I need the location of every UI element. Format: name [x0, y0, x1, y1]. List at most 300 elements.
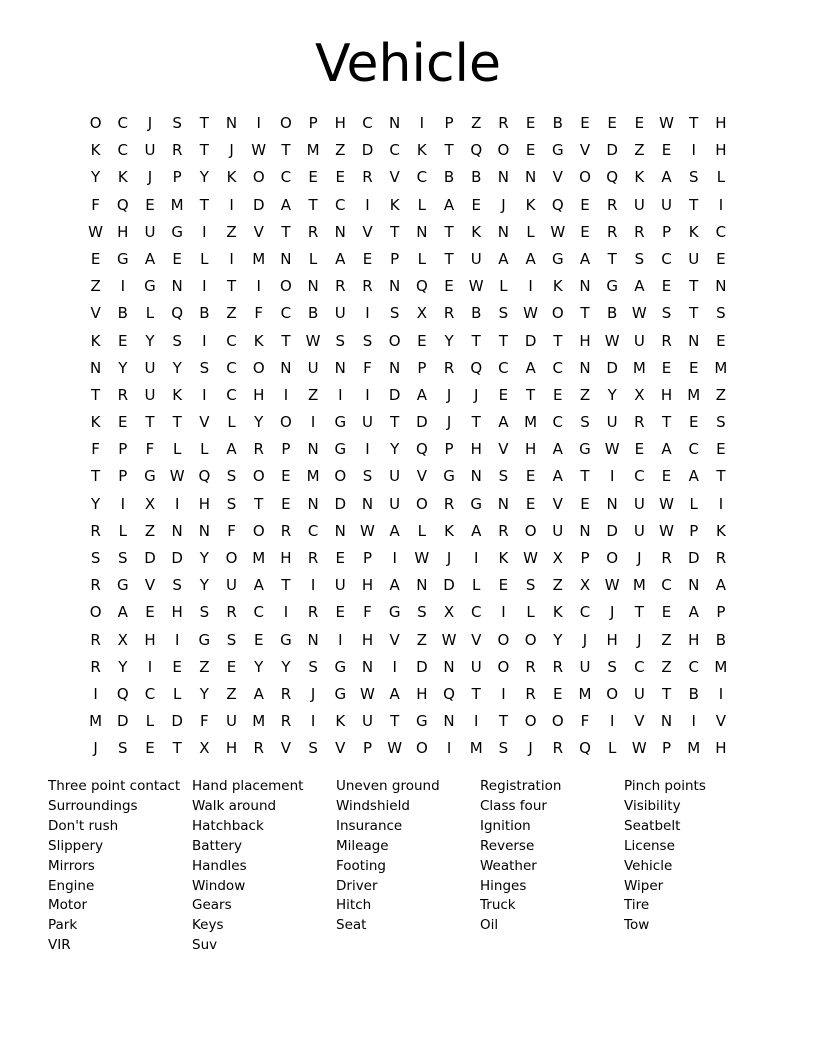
grid-cell: O — [579, 168, 591, 187]
grid-cell: N — [389, 358, 401, 377]
grid-cell: R — [661, 331, 672, 350]
grid-cell: R — [443, 358, 455, 377]
grid-cell: S — [118, 549, 128, 567]
grid-cell: T — [254, 494, 264, 513]
grid-cell: W — [604, 331, 620, 350]
grid-cell: E — [525, 141, 536, 160]
grid-cell: E — [661, 141, 672, 160]
grid-cell: I — [202, 385, 207, 404]
grid-cell: H — [171, 603, 183, 622]
grid-cell: N — [497, 168, 510, 187]
grid-cell: L — [200, 249, 209, 268]
word-list — [48, 777, 768, 956]
grid-cell: B — [607, 304, 618, 323]
grid-cell: V — [389, 630, 400, 649]
grid-cell: J — [446, 413, 452, 432]
grid-cell: O — [334, 467, 347, 486]
grid-cell: K — [90, 141, 101, 160]
word-item: Hitch — [336, 897, 372, 914]
grid-cell: T — [471, 331, 481, 350]
grid-cell: A — [416, 385, 427, 404]
puzzle-title: Vehicle — [315, 34, 501, 94]
grid-cell: R — [525, 657, 536, 676]
grid-cell: P — [362, 549, 372, 567]
grid-cell: O — [252, 467, 265, 486]
grid-cell: E — [607, 114, 617, 132]
grid-cell: Q — [551, 195, 564, 214]
word-item: Uneven ground — [336, 778, 440, 794]
grid-cell: I — [718, 195, 724, 214]
grid-cell: V — [335, 739, 346, 758]
grid-cell: T — [689, 114, 699, 132]
grid-cell: C — [498, 358, 509, 377]
grid-row — [82, 355, 738, 382]
grid-cell: Q — [171, 304, 184, 323]
word-item: Mirrors — [48, 857, 95, 874]
grid-cell: E — [661, 603, 672, 622]
grid-cell: D — [144, 549, 156, 567]
grid-cell: Y — [199, 549, 209, 567]
grid-cell: B — [471, 304, 482, 323]
grid-cell: U — [688, 249, 700, 268]
grid-cell: W — [468, 277, 484, 296]
grid-cell: D — [416, 657, 428, 676]
grid-cell: F — [227, 521, 236, 540]
grid-cell: Q — [198, 467, 211, 486]
grid-cell: S — [308, 657, 318, 676]
grid-cell: H — [361, 630, 374, 649]
grid-cell: Z — [471, 114, 482, 132]
grid-cell: H — [579, 331, 591, 350]
word-column — [192, 777, 336, 956]
grid-cell: E — [580, 222, 590, 241]
grid-cell: L — [227, 413, 236, 432]
grid-cell: K — [416, 141, 427, 160]
word-item: Park — [48, 917, 78, 934]
grid-cell: A — [579, 249, 591, 268]
grid-cell: L — [689, 494, 698, 513]
grid-cell: G — [116, 576, 129, 595]
word-column — [48, 777, 192, 956]
grid-cell: E — [634, 440, 645, 459]
grid-cell: L — [417, 521, 427, 540]
grid-cell: U — [633, 494, 645, 513]
grid-cell: Z — [144, 521, 156, 540]
grid-cell: T — [580, 304, 590, 323]
grid-cell: S — [716, 304, 726, 323]
grid-cell: M — [687, 739, 701, 758]
grid-cell: D — [361, 141, 374, 160]
grid-cell: N — [361, 657, 374, 676]
grid-cell: E — [688, 358, 699, 377]
grid-cell: X — [579, 576, 591, 595]
grid-cell: W — [523, 549, 539, 567]
grid-row — [82, 627, 738, 654]
grid-cell: R — [307, 222, 319, 241]
grid-cell: V — [552, 494, 563, 513]
grid-cell: U — [579, 657, 591, 676]
grid-cell: C — [470, 603, 482, 622]
grid-cell: E — [417, 331, 427, 350]
grid-cell: I — [202, 277, 207, 296]
grid-cell: N — [579, 521, 591, 540]
grid-cell: T — [716, 467, 726, 486]
grid-cell: R — [280, 521, 292, 540]
grid-cell: X — [416, 304, 427, 323]
grid-cell: T — [689, 304, 699, 323]
grid-cell: Y — [91, 494, 101, 513]
grid-cell: A — [715, 576, 727, 595]
grid-cell: I — [338, 385, 343, 404]
grid-cell: G — [171, 222, 183, 241]
grid-cell: I — [202, 331, 207, 350]
grid-cell: U — [307, 358, 319, 377]
grid-cell: F — [200, 712, 209, 731]
grid-cell: Z — [335, 141, 346, 160]
grid-cell: K — [525, 195, 536, 214]
grid-cell: L — [308, 249, 318, 268]
grid-row — [82, 599, 738, 626]
grid-cell: R — [307, 549, 319, 567]
grid-cell: Q — [579, 739, 591, 758]
grid-cell: A — [552, 440, 563, 459]
grid-cell: O — [497, 630, 510, 649]
grid-row — [82, 219, 738, 246]
grid-cell: W — [441, 630, 457, 649]
grid-cell: Y — [118, 657, 128, 676]
grid-cell: R — [90, 576, 101, 595]
grid-cell: W — [631, 739, 647, 758]
grid-cell: L — [172, 684, 182, 703]
word-item: Pinch points — [624, 778, 706, 794]
word-item: VIR — [48, 937, 71, 954]
grid-cell: C — [117, 141, 129, 160]
grid-cell: K — [688, 222, 699, 241]
grid-cell: O — [524, 712, 537, 731]
word-item: Motor — [48, 897, 88, 914]
grid-cell: I — [147, 657, 153, 676]
grid-cell: V — [552, 168, 563, 187]
grid-cell: C — [226, 385, 237, 404]
grid-cell: T — [553, 331, 563, 350]
grid-cell: C — [661, 576, 672, 595]
grid-cell: H — [715, 114, 727, 132]
grid-cell: E — [172, 657, 182, 676]
grid-cell: R — [634, 413, 645, 432]
grid-cell: C — [335, 195, 346, 214]
grid-cell: G — [144, 467, 156, 486]
grid-cell: Z — [661, 630, 672, 649]
grid-cell: G — [334, 440, 347, 459]
grid-cell: E — [335, 603, 346, 622]
grid-cell: M — [89, 712, 103, 731]
grid-cell: N — [334, 358, 346, 377]
grid-cell: E — [661, 467, 672, 486]
grid-cell: J — [147, 168, 153, 187]
grid-cell: U — [361, 413, 373, 432]
grid-cell: N — [307, 630, 319, 649]
grid-row — [82, 164, 738, 191]
grid-cell: X — [634, 385, 645, 404]
grid-cell: R — [90, 657, 101, 676]
grid-cell: H — [470, 440, 482, 459]
grid-cell: V — [199, 413, 210, 432]
grid-cell: C — [579, 603, 591, 622]
grid-cell: L — [118, 521, 127, 540]
grid-cell: I — [365, 304, 370, 323]
grid-cell: N — [524, 168, 537, 187]
grid-cell: M — [252, 549, 266, 567]
grid-cell: J — [229, 141, 234, 160]
grid-cell: O — [252, 521, 265, 540]
grid-cell: I — [365, 440, 370, 459]
word-item: Engine — [48, 877, 95, 894]
grid-cell: N — [443, 712, 455, 731]
grid-cell: J — [446, 549, 452, 567]
word-item: Insurance — [336, 817, 403, 834]
grid-cell: E — [716, 249, 726, 268]
grid-cell: U — [334, 304, 346, 323]
grid-cell: Y — [281, 657, 291, 676]
grid-cell: K — [389, 195, 400, 214]
grid-cell: S — [335, 331, 346, 350]
grid-cell: I — [446, 739, 452, 758]
grid-cell: R — [335, 277, 346, 296]
grid-cell: R — [525, 684, 536, 703]
grid-cell: W — [88, 222, 104, 241]
grid-cell: T — [661, 413, 672, 432]
grid-cell: W — [523, 304, 539, 323]
grid-cell: Z — [199, 657, 210, 676]
grid-cell: T — [607, 249, 617, 268]
grid-cell: E — [634, 114, 645, 132]
grid-cell: U — [144, 141, 156, 160]
grid-cell: H — [117, 222, 129, 241]
grid-cell: A — [253, 576, 264, 595]
grid-cell: H — [660, 385, 673, 404]
grid-cell: I — [283, 385, 289, 404]
grid-cell: N — [89, 358, 102, 377]
grid-cell: J — [446, 385, 452, 404]
grid-cell: O — [225, 549, 238, 567]
grid-cell: F — [580, 712, 590, 731]
grid-cell: P — [172, 168, 182, 187]
grid-cell: F — [91, 440, 100, 459]
grid-cell: D — [606, 141, 618, 160]
grid-cell: W — [360, 521, 375, 540]
grid-cell: G — [334, 413, 347, 432]
grid-cell: A — [688, 467, 699, 486]
grid-row — [82, 382, 738, 409]
word-item: Battery — [192, 837, 242, 854]
grid-cell: P — [118, 467, 128, 486]
grid-cell: J — [501, 195, 506, 214]
grid-row — [82, 708, 738, 735]
grid-cell: K — [498, 549, 509, 567]
grid-cell: J — [528, 739, 533, 758]
grid-cell: K — [253, 331, 264, 350]
grid-cell: P — [308, 114, 318, 132]
grid-cell: A — [253, 684, 264, 703]
grid-cell: B — [715, 630, 727, 649]
word-item: Ignition — [480, 817, 531, 834]
grid-cell: U — [661, 195, 673, 214]
grid-row — [82, 518, 738, 545]
grid-cell: M — [170, 195, 184, 214]
grid-cell: E — [525, 114, 536, 132]
grid-cell: C — [552, 413, 564, 432]
grid-cell: I — [718, 684, 724, 703]
grid-cell: I — [392, 549, 397, 567]
grid-cell: G — [579, 440, 591, 459]
grid-cell: E — [444, 277, 454, 296]
grid-cell: E — [308, 168, 318, 187]
grid-cell: I — [174, 494, 180, 513]
grid-cell: D — [334, 494, 347, 513]
grid-cell: U — [470, 249, 482, 268]
grid-cell: V — [362, 222, 373, 241]
grid-cell: S — [389, 304, 400, 323]
grid-cell: N — [389, 114, 401, 132]
grid-cell: O — [497, 657, 510, 676]
grid-cell: D — [687, 549, 700, 567]
grid-cell: W — [659, 521, 674, 540]
grid-cell: T — [689, 277, 699, 296]
grid-cell: A — [389, 521, 400, 540]
grid-cell: R — [280, 684, 292, 703]
grid-cell: O — [606, 549, 619, 567]
grid-cell: B — [443, 168, 455, 187]
grid-cell: Y — [118, 358, 128, 377]
grid-cell: T — [471, 413, 481, 432]
grid-cell: G — [334, 657, 347, 676]
grid-cell: Q — [470, 358, 483, 377]
grid-cell: T — [172, 739, 182, 758]
grid-cell: M — [632, 358, 646, 377]
grid-cell: H — [715, 141, 727, 160]
grid-cell: G — [606, 277, 618, 296]
grid-cell: S — [199, 358, 210, 377]
grid-cell: I — [202, 222, 207, 241]
grid-cell: H — [198, 494, 210, 513]
grid-cell: R — [171, 141, 183, 160]
grid-cell: C — [715, 222, 727, 241]
grid-cell: E — [145, 739, 155, 758]
grid-cell: N — [715, 277, 727, 296]
grid-cell: N — [443, 657, 455, 676]
grid-cell: S — [226, 630, 237, 649]
grid-cell: I — [365, 385, 370, 404]
grid-cell: T — [444, 249, 454, 268]
grid-cell: S — [525, 576, 536, 595]
grid-cell: R — [552, 657, 563, 676]
grid-cell: Z — [226, 684, 237, 703]
grid-cell: N — [497, 494, 510, 513]
word-item: Tire — [624, 897, 650, 914]
word-item: Suv — [192, 937, 218, 954]
grid-cell: R — [634, 222, 645, 241]
grid-cell: H — [606, 630, 618, 649]
grid-cell: S — [118, 739, 128, 758]
word-item: Oil — [480, 917, 499, 934]
grid-cell: N — [416, 222, 428, 241]
grid-cell: I — [691, 141, 696, 160]
word-item: Wiper — [624, 877, 664, 894]
grid-cell: L — [172, 440, 182, 459]
grid-cell: N — [171, 521, 183, 540]
grid-cell: U — [633, 684, 645, 703]
grid-cell: D — [443, 576, 455, 595]
grid-cell: R — [606, 195, 618, 214]
grid-row — [82, 137, 738, 164]
grid-cell: T — [390, 413, 400, 432]
grid-cell: O — [252, 358, 265, 377]
grid-cell: M — [714, 358, 728, 377]
grid-cell: S — [498, 739, 509, 758]
grid-cell: R — [117, 385, 128, 404]
grid-cell: U — [633, 195, 645, 214]
grid-cell: N — [361, 494, 374, 513]
grid-cell: D — [416, 413, 428, 432]
grid-cell: K — [552, 277, 563, 296]
grid-cell: S — [172, 576, 182, 595]
grid-cell: R — [606, 222, 618, 241]
grid-cell: L — [526, 603, 535, 622]
grid-cell: U — [226, 712, 238, 731]
grid-cell: S — [716, 413, 726, 432]
grid-cell: L — [145, 712, 155, 731]
grid-cell: W — [360, 684, 375, 703]
grid-row — [82, 681, 738, 708]
word-item: Tow — [624, 917, 650, 934]
grid-cell: M — [687, 385, 701, 404]
grid-cell: O — [524, 630, 537, 649]
grid-cell: N — [307, 494, 319, 513]
grid-cell: I — [528, 277, 533, 296]
grid-cell: O — [280, 413, 292, 432]
grid-cell: E — [118, 331, 128, 350]
grid-cell: E — [580, 494, 590, 513]
grid-cell: N — [606, 494, 618, 513]
word-item: Hinges — [480, 877, 527, 894]
grid-cell: E — [90, 249, 101, 268]
grid-cell: U — [633, 521, 645, 540]
grid-cell: Q — [470, 141, 483, 160]
grid-cell: O — [252, 168, 265, 187]
grid-cell: M — [252, 712, 266, 731]
grid-cell: Q — [443, 684, 455, 703]
grid-cell: Z — [416, 630, 427, 649]
grid-cell: R — [90, 630, 101, 649]
grid-cell: A — [389, 576, 400, 595]
grid-cell: G — [470, 494, 483, 513]
word-item: Walk around — [192, 797, 277, 814]
grid-cell: A — [661, 168, 672, 187]
grid-cell: K — [715, 521, 726, 540]
grid-cell: G — [198, 630, 211, 649]
word-item: Slippery — [48, 837, 104, 854]
grid-cell: E — [498, 576, 509, 595]
grid-cell: D — [252, 195, 265, 214]
grid-cell: T — [526, 385, 536, 404]
grid-cell: H — [715, 739, 727, 758]
word-item: Weather — [480, 857, 537, 874]
grid-cell: K — [471, 222, 482, 241]
word-item: License — [624, 837, 675, 854]
grid-cell: U — [389, 467, 401, 486]
grid-cell: T — [444, 141, 454, 160]
grid-cell: E — [716, 440, 726, 459]
